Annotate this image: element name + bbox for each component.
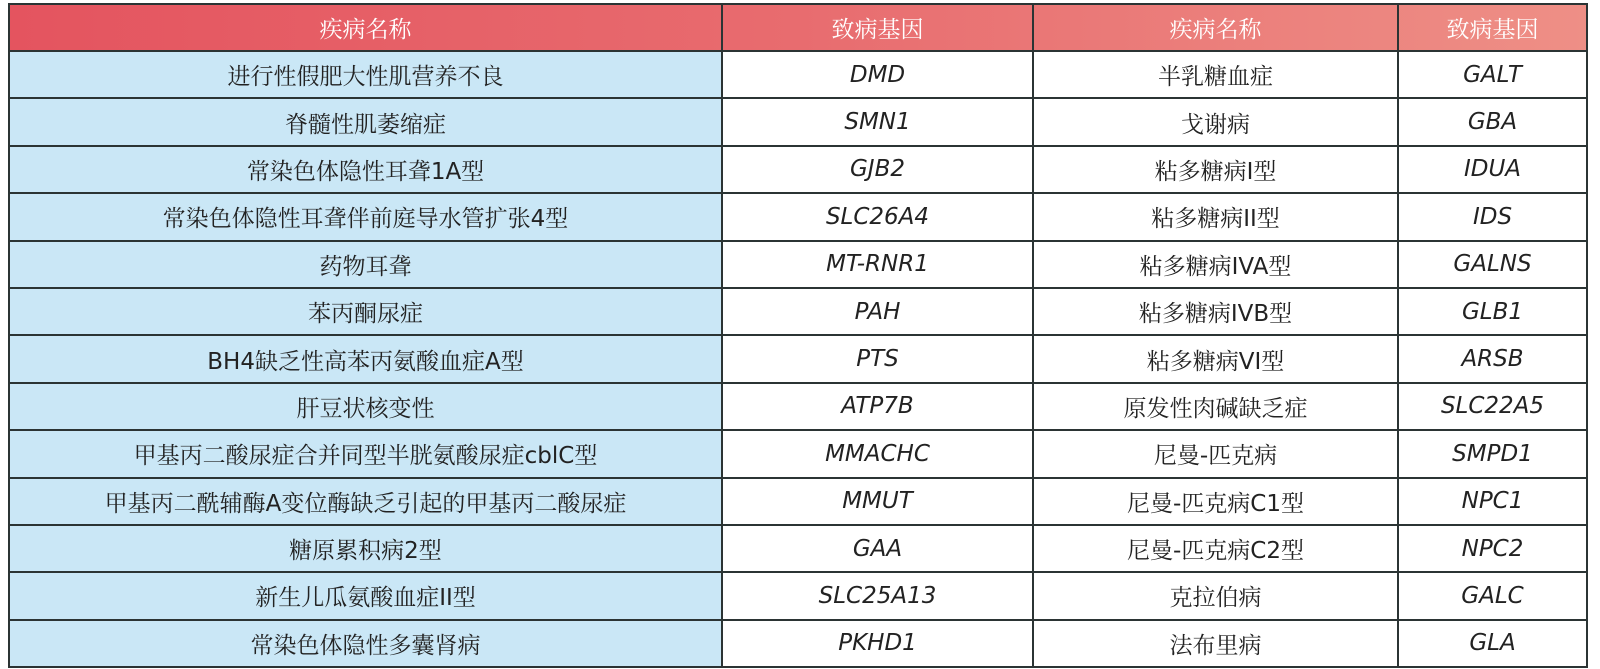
disease-name-cell: 戈谢病 bbox=[1033, 98, 1398, 145]
disease-name-cell: 原发性肉碱缺乏症 bbox=[1033, 383, 1398, 430]
gene-cell: SLC22A5 bbox=[1398, 383, 1587, 430]
disease-name-cell: 克拉伯病 bbox=[1033, 572, 1398, 619]
gene-cell: SMPD1 bbox=[1398, 430, 1587, 477]
disease-name-cell: 粘多糖病IVB型 bbox=[1033, 288, 1398, 335]
disease-name-cell: 常染色体隐性耳聋1A型 bbox=[9, 146, 722, 193]
gene-cell: GLA bbox=[1398, 620, 1587, 667]
gene-cell: MT-RNR1 bbox=[722, 241, 1033, 288]
gene-cell: GLB1 bbox=[1398, 288, 1587, 335]
disease-name-cell: 粘多糖病IVA型 bbox=[1033, 241, 1398, 288]
header-gene: 致病基因 bbox=[1398, 4, 1587, 51]
disease-name-cell: 半乳糖血症 bbox=[1033, 51, 1398, 98]
disease-name-cell: 甲基丙二酰辅酶A变位酶缺乏引起的甲基丙二酸尿症 bbox=[9, 478, 722, 525]
gene-cell: IDUA bbox=[1398, 146, 1587, 193]
gene-cell: PTS bbox=[722, 335, 1033, 382]
table-row bbox=[9, 335, 1587, 382]
header-row bbox=[9, 4, 1587, 51]
gene-cell: GAA bbox=[722, 525, 1033, 572]
table-row bbox=[9, 572, 1587, 619]
table-row bbox=[9, 525, 1587, 572]
disease-name-cell: 肝豆状核变性 bbox=[9, 383, 722, 430]
disease-name-cell: 尼曼-匹克病C1型 bbox=[1033, 478, 1398, 525]
header-gene: 致病基因 bbox=[722, 4, 1033, 51]
disease-name-cell: 粘多糖病VI型 bbox=[1033, 335, 1398, 382]
disease-name-cell: 脊髓性肌萎缩症 bbox=[9, 98, 722, 145]
disease-name-cell: 进行性假肥大性肌营养不良 bbox=[9, 51, 722, 98]
gene-cell: MMACHC bbox=[722, 430, 1033, 477]
table-row bbox=[9, 620, 1587, 667]
disease-name-cell: 法布里病 bbox=[1033, 620, 1398, 667]
table-row bbox=[9, 241, 1587, 288]
disease-name-cell: 常染色体隐性耳聋伴前庭导水管扩张4型 bbox=[9, 193, 722, 240]
gene-cell: ATP7B bbox=[722, 383, 1033, 430]
gene-cell: GJB2 bbox=[722, 146, 1033, 193]
gene-cell: DMD bbox=[722, 51, 1033, 98]
table-row bbox=[9, 430, 1587, 477]
disease-name-cell: 尼曼-匹克病 bbox=[1033, 430, 1398, 477]
table-row bbox=[9, 98, 1587, 145]
table-row bbox=[9, 146, 1587, 193]
gene-cell: NPC1 bbox=[1398, 478, 1587, 525]
gene-cell: PKHD1 bbox=[722, 620, 1033, 667]
table-row bbox=[9, 288, 1587, 335]
disease-name-cell: 苯丙酮尿症 bbox=[9, 288, 722, 335]
gene-cell: MMUT bbox=[722, 478, 1033, 525]
gene-cell: PAH bbox=[722, 288, 1033, 335]
gene-cell: IDS bbox=[1398, 193, 1587, 240]
gene-cell: GALNS bbox=[1398, 241, 1587, 288]
disease-name-cell: 尼曼-匹克病C2型 bbox=[1033, 525, 1398, 572]
disease-name-cell: 糖原累积病2型 bbox=[9, 525, 722, 572]
gene-cell: SLC26A4 bbox=[722, 193, 1033, 240]
gene-cell: GBA bbox=[1398, 98, 1587, 145]
gene-cell: SMN1 bbox=[722, 98, 1033, 145]
disease-name-cell: 药物耳聋 bbox=[9, 241, 722, 288]
table-row bbox=[9, 383, 1587, 430]
table-row bbox=[9, 193, 1587, 240]
gene-cell: GALT bbox=[1398, 51, 1587, 98]
table-row bbox=[9, 51, 1587, 98]
disease-name-cell: 甲基丙二酸尿症合并同型半胱氨酸尿症cblC型 bbox=[9, 430, 722, 477]
disease-name-cell: 常染色体隐性多囊肾病 bbox=[9, 620, 722, 667]
gene-cell: ARSB bbox=[1398, 335, 1587, 382]
disease-name-cell: 粘多糖病I型 bbox=[1033, 146, 1398, 193]
disease-name-cell: 新生儿瓜氨酸血症II型 bbox=[9, 572, 722, 619]
table-row bbox=[9, 478, 1587, 525]
header-disease-name: 疾病名称 bbox=[1033, 4, 1398, 51]
gene-cell: NPC2 bbox=[1398, 525, 1587, 572]
disease-gene-table bbox=[8, 3, 1588, 668]
gene-cell: SLC25A13 bbox=[722, 572, 1033, 619]
disease-name-cell: BH4缺乏性高苯丙氨酸血症A型 bbox=[9, 335, 722, 382]
header-disease-name: 疾病名称 bbox=[9, 4, 722, 51]
gene-cell: GALC bbox=[1398, 572, 1587, 619]
disease-name-cell: 粘多糖病II型 bbox=[1033, 193, 1398, 240]
